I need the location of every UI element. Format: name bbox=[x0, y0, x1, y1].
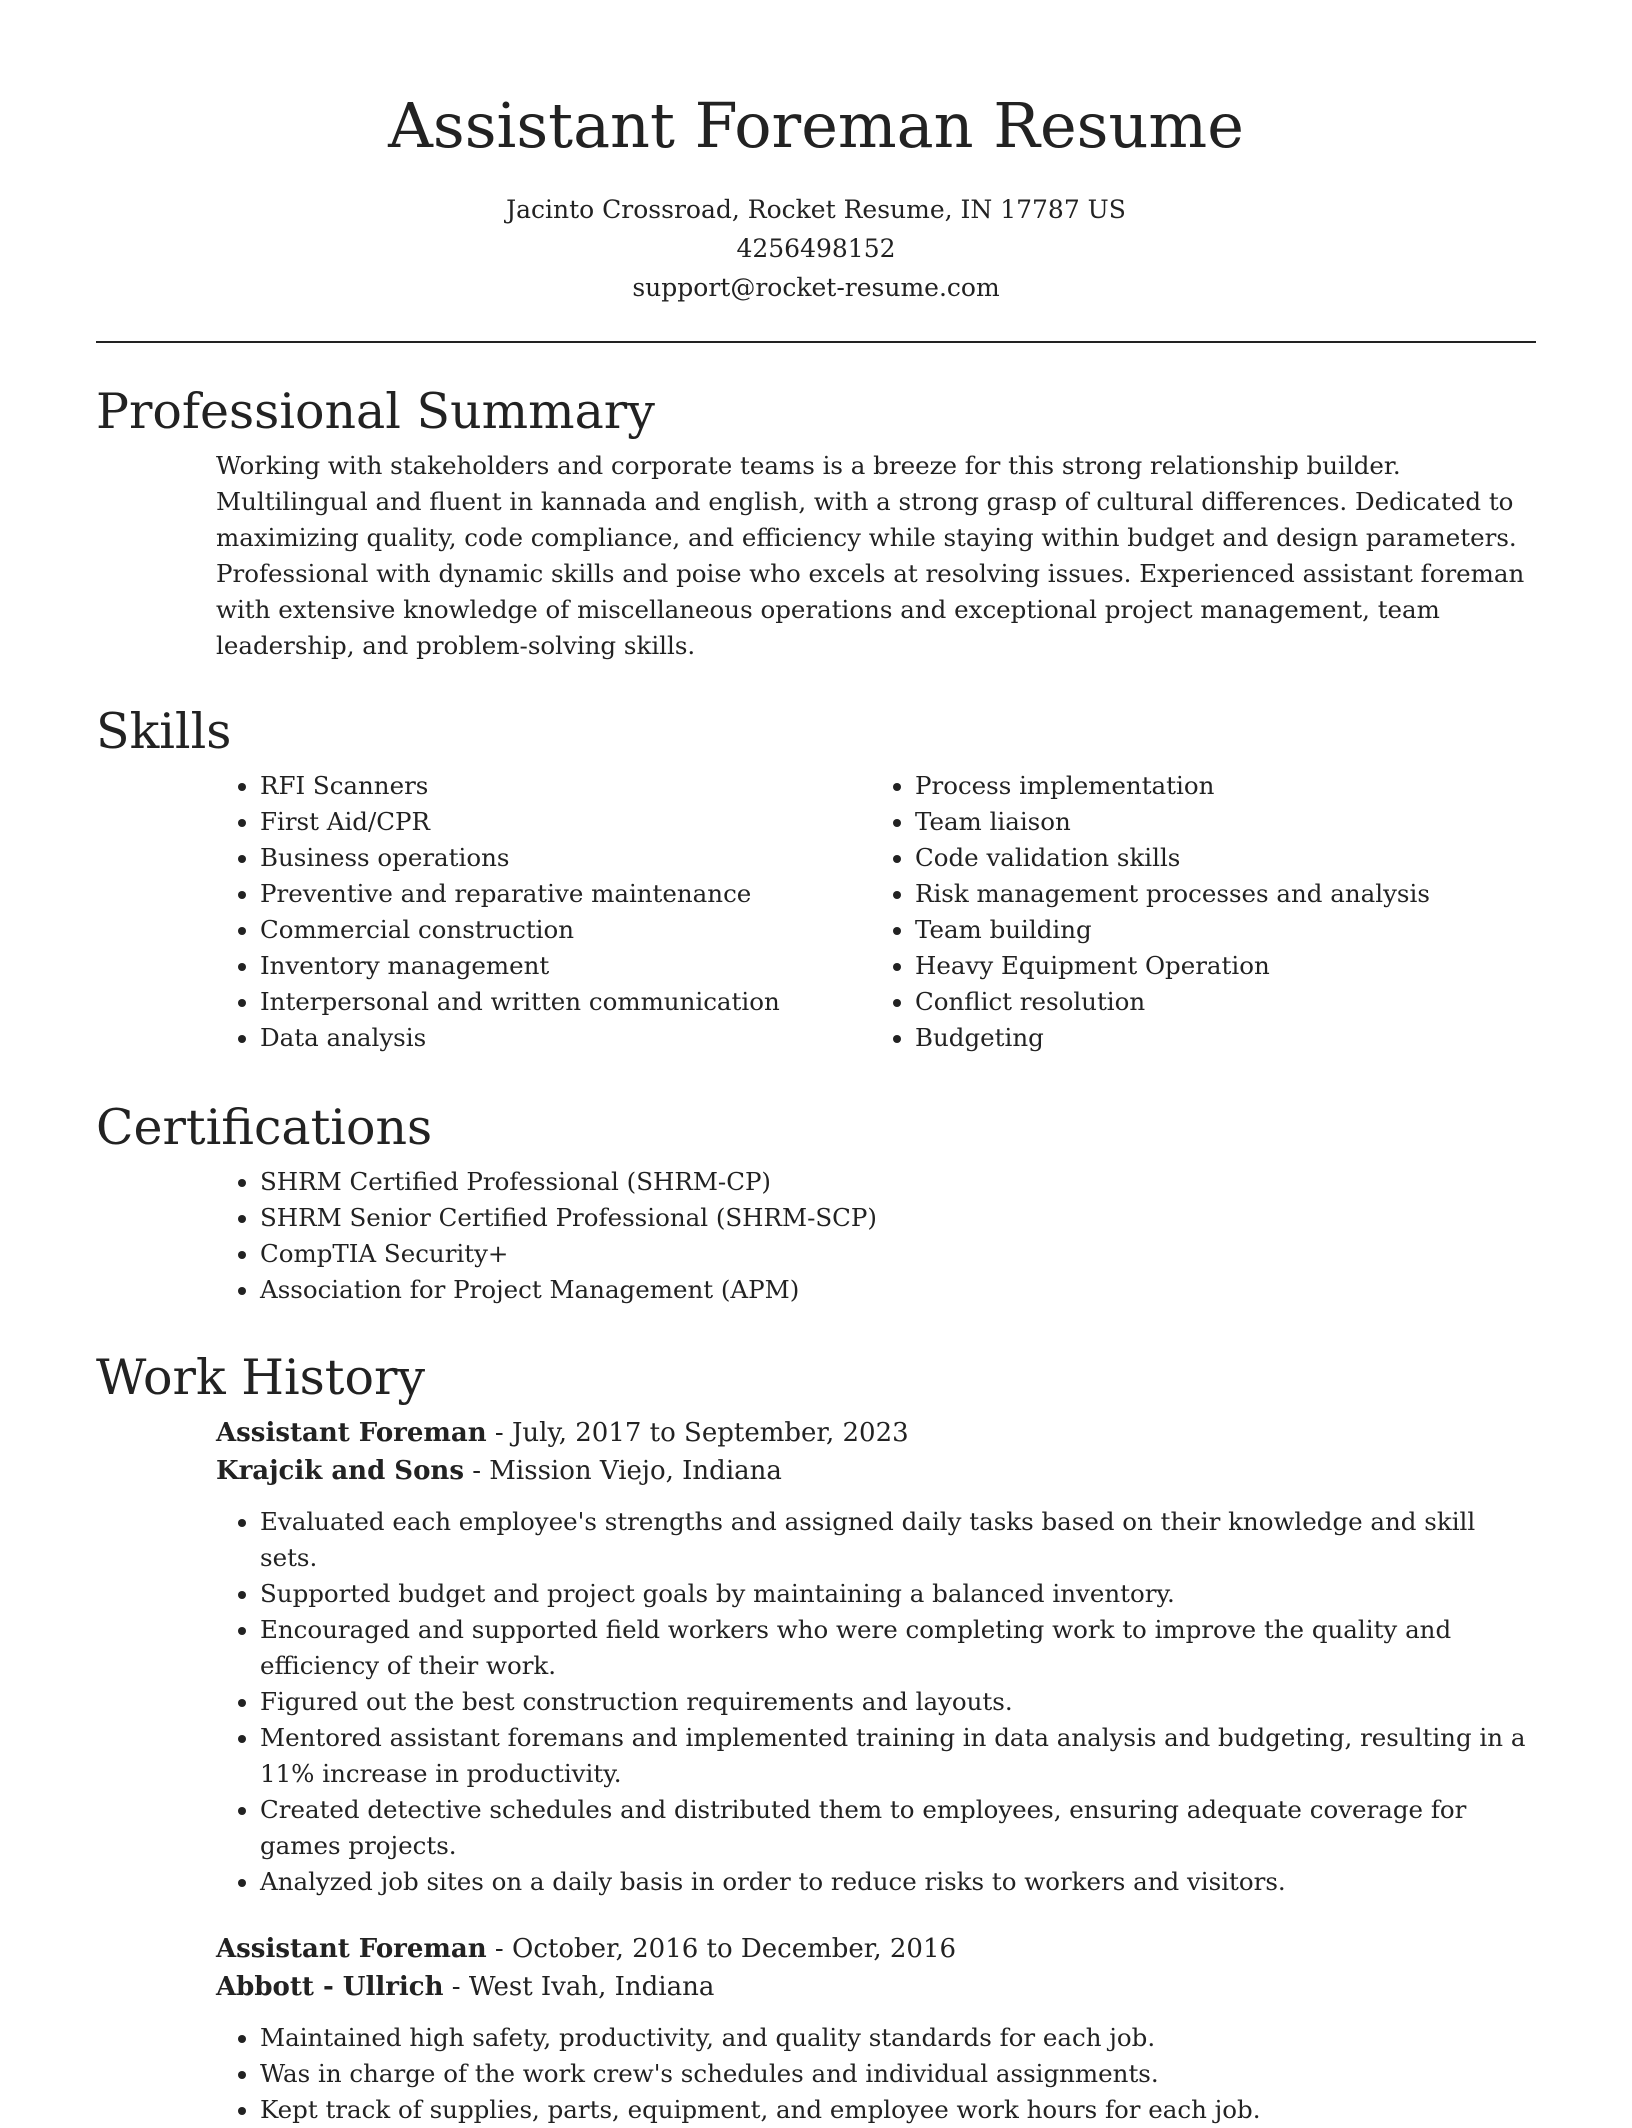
work-history-heading: Work History bbox=[96, 1349, 426, 1406]
list-item: • Kept track of supplies, parts, equipment, and employee work hours for each job. bbox=[260, 2092, 1526, 2128]
list-item: • Association for Project Management (APM) bbox=[260, 1272, 1526, 1308]
job-company: Abbott - Ullrich bbox=[216, 1972, 444, 2002]
list-item: • Mentored assistant foremans and implemented training in data analysis and budgeting, resulting in a 11% increase in productivity. bbox=[260, 1720, 1526, 1792]
list-item: • Code validation skills bbox=[915, 840, 1526, 876]
job-entry bbox=[216, 1414, 1526, 1900]
list-item: • Analyzed job sites on a daily basis in order to reduce risks to workers and visitors. bbox=[260, 1864, 1526, 1900]
skills-section bbox=[96, 700, 1536, 1056]
list-item: • Preventive and reparative maintenance bbox=[260, 876, 871, 912]
list-item: • Inventory management bbox=[260, 948, 871, 984]
list-item: • Figured out the best construction requirements and layouts. bbox=[260, 1684, 1526, 1720]
job-dates: October, 2016 to December, 2016 bbox=[512, 1934, 957, 1964]
certifications-list bbox=[216, 1164, 1526, 1308]
list-item: • Heavy Equipment Operation bbox=[915, 948, 1526, 984]
job-dates: July, 2017 to September, 2023 bbox=[512, 1418, 909, 1448]
job-entry bbox=[216, 1930, 1526, 2128]
list-item: • Risk management processes and analysis bbox=[915, 876, 1526, 912]
list-item: • CompTIA Security+ bbox=[260, 1236, 1526, 1272]
list-item: • Supported budget and project goals by maintaining a balanced inventory. bbox=[260, 1576, 1526, 1612]
job-role: Assistant Foreman bbox=[216, 1418, 487, 1448]
list-item: • Evaluated each employee's strengths and assigned daily tasks based on their knowledge and skill sets. bbox=[260, 1504, 1526, 1576]
job-title-line bbox=[216, 1930, 1526, 1968]
skills-list-right bbox=[871, 768, 1526, 1056]
list-item: • RFI Scanners bbox=[260, 768, 871, 804]
job-title-line bbox=[216, 1414, 1526, 1452]
list-item: • Team building bbox=[915, 912, 1526, 948]
list-item: • Encouraged and supported field workers who were completing work to improve the quality and efficiency of their work. bbox=[260, 1612, 1526, 1684]
list-item: • Interpersonal and written communication bbox=[260, 984, 871, 1020]
job-bullets bbox=[216, 1504, 1526, 1900]
work-history-section bbox=[96, 1346, 1536, 2128]
certifications-section bbox=[96, 1096, 1536, 1308]
list-item: • Commercial construction bbox=[260, 912, 871, 948]
job-company: Krajcik and Sons bbox=[216, 1456, 464, 1486]
skills-heading: Skills bbox=[96, 703, 232, 760]
job-location: Mission Viejo, Indiana bbox=[489, 1456, 782, 1486]
separator: - bbox=[486, 1934, 512, 1964]
job-company-line bbox=[216, 1452, 1526, 1490]
separator: - bbox=[486, 1418, 512, 1448]
list-item: • Created detective schedules and distributed them to employees, ensuring adequate coverage for games projects. bbox=[260, 1792, 1526, 1864]
list-item: • Data analysis bbox=[260, 1020, 871, 1056]
email-text: support@rocket-resume.com bbox=[632, 273, 1000, 302]
list-item: • SHRM Senior Certified Professional (SHRM-SCP) bbox=[260, 1200, 1526, 1236]
list-item: • Maintained high safety, productivity, and quality standards for each job. bbox=[260, 2020, 1526, 2056]
list-item: • Was in charge of the work crew's schedules and individual assignments. bbox=[260, 2056, 1526, 2092]
list-item: • Business operations bbox=[260, 840, 871, 876]
summary-text: Working with stakeholders and corporate teams is a breeze for this strong relationship builder. Multilingual and fluent in kannada and english, with a strong grasp of cultural differences. Dedicated to maximizing quality, code compliance, and efficiency while staying within budget and design parameters. Professional with dynamic skills and poise who excels at resolving issues. Experienced assistant foreman with extensive knowledge of miscellaneous operations and exceptional project management, team leadership, and problem-solving skills. bbox=[216, 451, 1525, 660]
summary-section bbox=[96, 380, 1536, 664]
list-item: • SHRM Certified Professional (SHRM-CP) bbox=[260, 1164, 1526, 1200]
contact-block bbox=[0, 190, 1632, 307]
separator: - bbox=[443, 1972, 469, 2002]
certifications-heading: Certifications bbox=[96, 1099, 433, 1156]
job-company-line bbox=[216, 1968, 1526, 2006]
list-item: • First Aid/CPR bbox=[260, 804, 871, 840]
phone-text: 4256498152 bbox=[736, 234, 896, 263]
job-location: West Ivah, Indiana bbox=[468, 1972, 715, 2002]
job-role: Assistant Foreman bbox=[216, 1934, 487, 1964]
resume-title: Assistant Foreman Resume bbox=[388, 89, 1244, 162]
separator: - bbox=[463, 1456, 490, 1486]
skills-list-left bbox=[216, 768, 871, 1056]
address-text: Jacinto Crossroad, Rocket Resume, IN 17787 US bbox=[506, 195, 1126, 224]
list-item: • Budgeting bbox=[915, 1020, 1526, 1056]
list-item: • Process implementation bbox=[915, 768, 1526, 804]
header-divider bbox=[96, 341, 1536, 343]
list-item: • Conflict resolution bbox=[915, 984, 1526, 1020]
list-item: • Team liaison bbox=[915, 804, 1526, 840]
summary-heading: Professional Summary bbox=[96, 383, 655, 440]
